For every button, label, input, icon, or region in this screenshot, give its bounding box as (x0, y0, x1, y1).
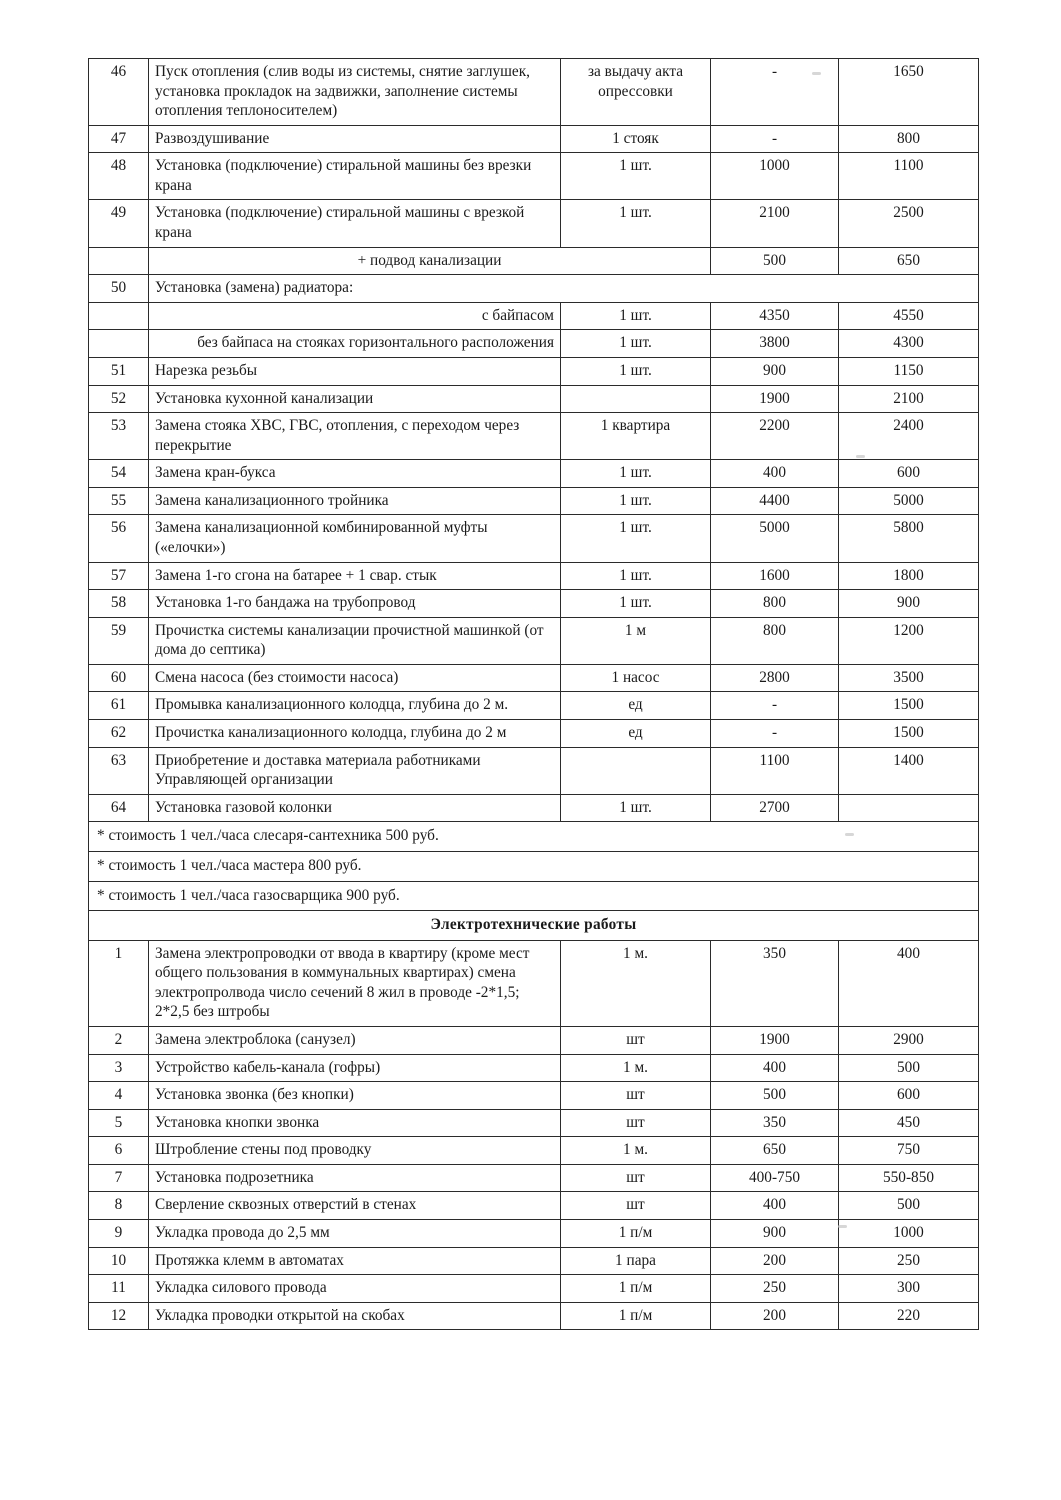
row-price-2: 750 (839, 1137, 979, 1165)
table-row (89, 302, 979, 330)
row-work-name: с байпасом (149, 302, 561, 330)
row-unit: 1 пара (561, 1247, 711, 1275)
row-price-2: 5000 (839, 487, 979, 515)
row-number: 46 (89, 59, 149, 126)
row-work-name: Развоздушивание (149, 125, 561, 153)
row-number: 51 (89, 357, 149, 385)
table-row (89, 747, 979, 794)
table-row (89, 413, 979, 460)
scan-artifact (838, 1225, 847, 1228)
row-number: 3 (89, 1054, 149, 1082)
row-price-2: 300 (839, 1275, 979, 1303)
row-number: 53 (89, 413, 149, 460)
row-price-2: 1000 (839, 1220, 979, 1248)
row-price-1: 200 (711, 1247, 839, 1275)
row-price-2: 2500 (839, 200, 979, 247)
row-unit: ед (561, 720, 711, 748)
row-work-name: Замена кран-букса (149, 460, 561, 488)
row-number: 1 (89, 940, 149, 1026)
footnote-text: * стоимость 1 чел./часа мастера 800 руб. (89, 851, 979, 881)
row-unit: 1 шт. (561, 302, 711, 330)
row-number: 63 (89, 747, 149, 794)
row-price-1: 900 (711, 357, 839, 385)
row-price-2: 450 (839, 1109, 979, 1137)
row-price-1: 1600 (711, 562, 839, 590)
table-row (89, 1026, 979, 1054)
table-row (89, 692, 979, 720)
row-work-name: Установка газовой колонки (149, 794, 561, 822)
footnote-row (89, 881, 979, 911)
row-work-name: Укладка провода до 2,5 мм (149, 1220, 561, 1248)
row-number (89, 330, 149, 358)
row-unit: 1 м. (561, 1137, 711, 1165)
row-unit: 1 стояк (561, 125, 711, 153)
row-price-2: 600 (839, 1082, 979, 1110)
row-price-1: - (711, 692, 839, 720)
row-number: 64 (89, 794, 149, 822)
row-unit: шт (561, 1109, 711, 1137)
row-price-2: 2400 (839, 413, 979, 460)
row-work-name: Нарезка резьбы (149, 357, 561, 385)
row-price-1: 350 (711, 1109, 839, 1137)
row-unit: 1 шт. (561, 487, 711, 515)
row-price-2: 1800 (839, 562, 979, 590)
row-price-1: 2800 (711, 664, 839, 692)
table-row (89, 1054, 979, 1082)
row-unit: 1 шт. (561, 562, 711, 590)
row-number: 52 (89, 385, 149, 413)
table-row (89, 1109, 979, 1137)
row-price-1: - (711, 59, 839, 126)
row-number: 60 (89, 664, 149, 692)
row-work-name: Установка кнопки звонка (149, 1109, 561, 1137)
row-number: 54 (89, 460, 149, 488)
row-price-2: 1650 (839, 59, 979, 126)
row-work-name: Замена стояка ХВС, ГВС, отопления, с переходом через перекрытие (149, 413, 561, 460)
row-work-name: Штробление стены под проводку (149, 1137, 561, 1165)
row-number: 58 (89, 590, 149, 618)
row-unit: ед (561, 692, 711, 720)
table-row (89, 385, 979, 413)
row-unit: 1 п/м (561, 1220, 711, 1248)
row-price-2: 1200 (839, 617, 979, 664)
row-price-1: 400-750 (711, 1164, 839, 1192)
table-row (89, 460, 979, 488)
row-work-name: + подвод канализации (149, 247, 711, 275)
row-unit: шт (561, 1026, 711, 1054)
row-unit: 1 шт. (561, 515, 711, 562)
row-unit (561, 747, 711, 794)
row-work-name: Установка (замена) радиатора: (149, 275, 979, 303)
row-unit: 1 шт. (561, 153, 711, 200)
row-number: 48 (89, 153, 149, 200)
row-price-2: 1500 (839, 692, 979, 720)
row-number: 2 (89, 1026, 149, 1054)
row-price-1: 500 (711, 1082, 839, 1110)
row-unit: 1 шт. (561, 330, 711, 358)
row-number: 47 (89, 125, 149, 153)
row-work-name: Приобретение и доставка материала работниками Управляющей организации (149, 747, 561, 794)
section-header-row (89, 911, 979, 941)
table-row (89, 617, 979, 664)
row-work-name: Замена 1-го сгона на батарее + 1 свар. стык (149, 562, 561, 590)
row-price-1: 650 (711, 1137, 839, 1165)
row-number: 7 (89, 1164, 149, 1192)
row-unit (561, 385, 711, 413)
table-row (89, 330, 979, 358)
table-row (89, 720, 979, 748)
row-price-2: 900 (839, 590, 979, 618)
row-price-1: 800 (711, 590, 839, 618)
row-price-1: 4400 (711, 487, 839, 515)
row-number: 55 (89, 487, 149, 515)
footnote-text: * стоимость 1 чел./часа слесаря-сантехника 500 руб. (89, 822, 979, 852)
row-price-2: 4550 (839, 302, 979, 330)
table-row (89, 247, 979, 275)
row-number (89, 302, 149, 330)
row-price-2: 500 (839, 1192, 979, 1220)
row-price-2: 3500 (839, 664, 979, 692)
row-unit: 1 шт. (561, 794, 711, 822)
footnote-text: * стоимость 1 чел./часа газосварщика 900 руб. (89, 881, 979, 911)
row-work-name: Установка (подключение) стиральной машины с врезкой крана (149, 200, 561, 247)
table-row (89, 1302, 979, 1330)
row-number: 57 (89, 562, 149, 590)
row-work-name: Установка (подключение) стиральной машины без врезки крана (149, 153, 561, 200)
row-unit: 1 м (561, 617, 711, 664)
row-price-2: 5800 (839, 515, 979, 562)
table-row (89, 153, 979, 200)
row-price-1: 1000 (711, 153, 839, 200)
row-work-name: Укладка проводки открытой на скобах (149, 1302, 561, 1330)
footnote-row (89, 822, 979, 852)
table-row (89, 275, 979, 303)
table-row (89, 200, 979, 247)
row-price-2: 220 (839, 1302, 979, 1330)
row-number: 5 (89, 1109, 149, 1137)
row-unit: шт (561, 1192, 711, 1220)
row-price-2: 1100 (839, 153, 979, 200)
row-price-2: 550-850 (839, 1164, 979, 1192)
table-row (89, 357, 979, 385)
section-title: Электротехнические работы (89, 911, 979, 941)
table-row (89, 1164, 979, 1192)
table-row (89, 515, 979, 562)
row-price-1: 2700 (711, 794, 839, 822)
row-work-name: Сверление сквозных отверстий в стенах (149, 1192, 561, 1220)
row-price-1: 1100 (711, 747, 839, 794)
row-unit: 1 м. (561, 1054, 711, 1082)
row-price-2 (839, 794, 979, 822)
row-unit: 1 шт. (561, 460, 711, 488)
table-row (89, 1247, 979, 1275)
price-list-table (88, 58, 979, 1330)
table-row (89, 562, 979, 590)
row-price-1: 800 (711, 617, 839, 664)
row-price-2: 500 (839, 1054, 979, 1082)
row-price-2: 600 (839, 460, 979, 488)
row-unit: 1 п/м (561, 1302, 711, 1330)
row-number: 11 (89, 1275, 149, 1303)
row-work-name: Укладка силового провода (149, 1275, 561, 1303)
table-row (89, 1192, 979, 1220)
row-number: 59 (89, 617, 149, 664)
row-unit: 1 шт. (561, 590, 711, 618)
row-price-2: 4300 (839, 330, 979, 358)
row-work-name: Замена канализационной комбинированной муфты («елочки») (149, 515, 561, 562)
row-price-2: 650 (839, 247, 979, 275)
row-price-2: 800 (839, 125, 979, 153)
row-work-name: Замена электроблока (санузел) (149, 1026, 561, 1054)
row-number (89, 247, 149, 275)
row-price-1: 1900 (711, 1026, 839, 1054)
row-price-1: 400 (711, 1054, 839, 1082)
row-price-2: 2100 (839, 385, 979, 413)
row-number: 9 (89, 1220, 149, 1248)
table-row (89, 1275, 979, 1303)
row-work-name: Замена канализационного тройника (149, 487, 561, 515)
table-row (89, 794, 979, 822)
table-row (89, 1137, 979, 1165)
row-work-name: Протяжка клемм в автоматах (149, 1247, 561, 1275)
row-number: 6 (89, 1137, 149, 1165)
row-work-name: без байпаса на стояках горизонтального расположения (149, 330, 561, 358)
row-price-2: 1400 (839, 747, 979, 794)
row-price-2: 250 (839, 1247, 979, 1275)
row-price-1: 350 (711, 940, 839, 1026)
row-price-1: 5000 (711, 515, 839, 562)
row-price-1: 3800 (711, 330, 839, 358)
row-unit: 1 шт. (561, 357, 711, 385)
row-price-1: - (711, 720, 839, 748)
table-row (89, 1220, 979, 1248)
scan-artifact (856, 455, 865, 458)
table-body (89, 59, 979, 1330)
row-unit: 1 м. (561, 940, 711, 1026)
row-work-name: Прочистка канализационного колодца, глубина до 2 м (149, 720, 561, 748)
row-unit: 1 квартира (561, 413, 711, 460)
row-price-2: 1500 (839, 720, 979, 748)
row-work-name: Установка 1-го бандажа на трубопровод (149, 590, 561, 618)
table-row (89, 125, 979, 153)
row-work-name: Пуск отопления (слив воды из системы, снятие заглушек, установка прокладок на задвижки, заполнение системы отопления теплоносителем) (149, 59, 561, 126)
row-number: 50 (89, 275, 149, 303)
row-unit: 1 насос (561, 664, 711, 692)
row-unit: 1 п/м (561, 1275, 711, 1303)
row-unit: шт (561, 1164, 711, 1192)
row-price-1: 250 (711, 1275, 839, 1303)
row-price-2: 400 (839, 940, 979, 1026)
row-price-1: - (711, 125, 839, 153)
row-number: 62 (89, 720, 149, 748)
row-price-2: 1150 (839, 357, 979, 385)
row-number: 10 (89, 1247, 149, 1275)
row-number: 56 (89, 515, 149, 562)
row-number: 8 (89, 1192, 149, 1220)
row-work-name: Смена насоса (без стоимости насоса) (149, 664, 561, 692)
row-work-name: Установка подрозетника (149, 1164, 561, 1192)
row-number: 12 (89, 1302, 149, 1330)
row-price-1: 200 (711, 1302, 839, 1330)
row-number: 49 (89, 200, 149, 247)
row-work-name: Установка звонка (без кнопки) (149, 1082, 561, 1110)
row-unit: 1 шт. (561, 200, 711, 247)
scan-artifact (845, 833, 854, 836)
row-price-2: 2900 (839, 1026, 979, 1054)
table-row (89, 664, 979, 692)
row-price-1: 1900 (711, 385, 839, 413)
row-work-name: Прочистка системы канализации прочистной машинкой (от дома до септика) (149, 617, 561, 664)
table-row (89, 940, 979, 1026)
row-number: 61 (89, 692, 149, 720)
row-work-name: Устройство кабель-канала (гофры) (149, 1054, 561, 1082)
row-price-1: 2200 (711, 413, 839, 460)
row-price-1: 2100 (711, 200, 839, 247)
row-price-1: 900 (711, 1220, 839, 1248)
table-row (89, 590, 979, 618)
row-price-1: 400 (711, 460, 839, 488)
row-unit: шт (561, 1082, 711, 1110)
footnote-row (89, 851, 979, 881)
table-row (89, 1082, 979, 1110)
scan-artifact (812, 72, 821, 75)
row-price-1: 4350 (711, 302, 839, 330)
row-unit: за выдачу акта опрессовки (561, 59, 711, 126)
row-work-name: Промывка канализационного колодца, глубина до 2 м. (149, 692, 561, 720)
row-number: 4 (89, 1082, 149, 1110)
row-work-name: Установка кухонной канализации (149, 385, 561, 413)
row-work-name: Замена электропроводки от ввода в квартиру (кроме мест общего пользования в коммунальных квартирах) смена электропролвода число сечений 8 жил в проводе -2*1,5; 2*2,5 без штробы (149, 940, 561, 1026)
row-price-1: 400 (711, 1192, 839, 1220)
table-row (89, 487, 979, 515)
table-row (89, 59, 979, 126)
row-price-1: 500 (711, 247, 839, 275)
